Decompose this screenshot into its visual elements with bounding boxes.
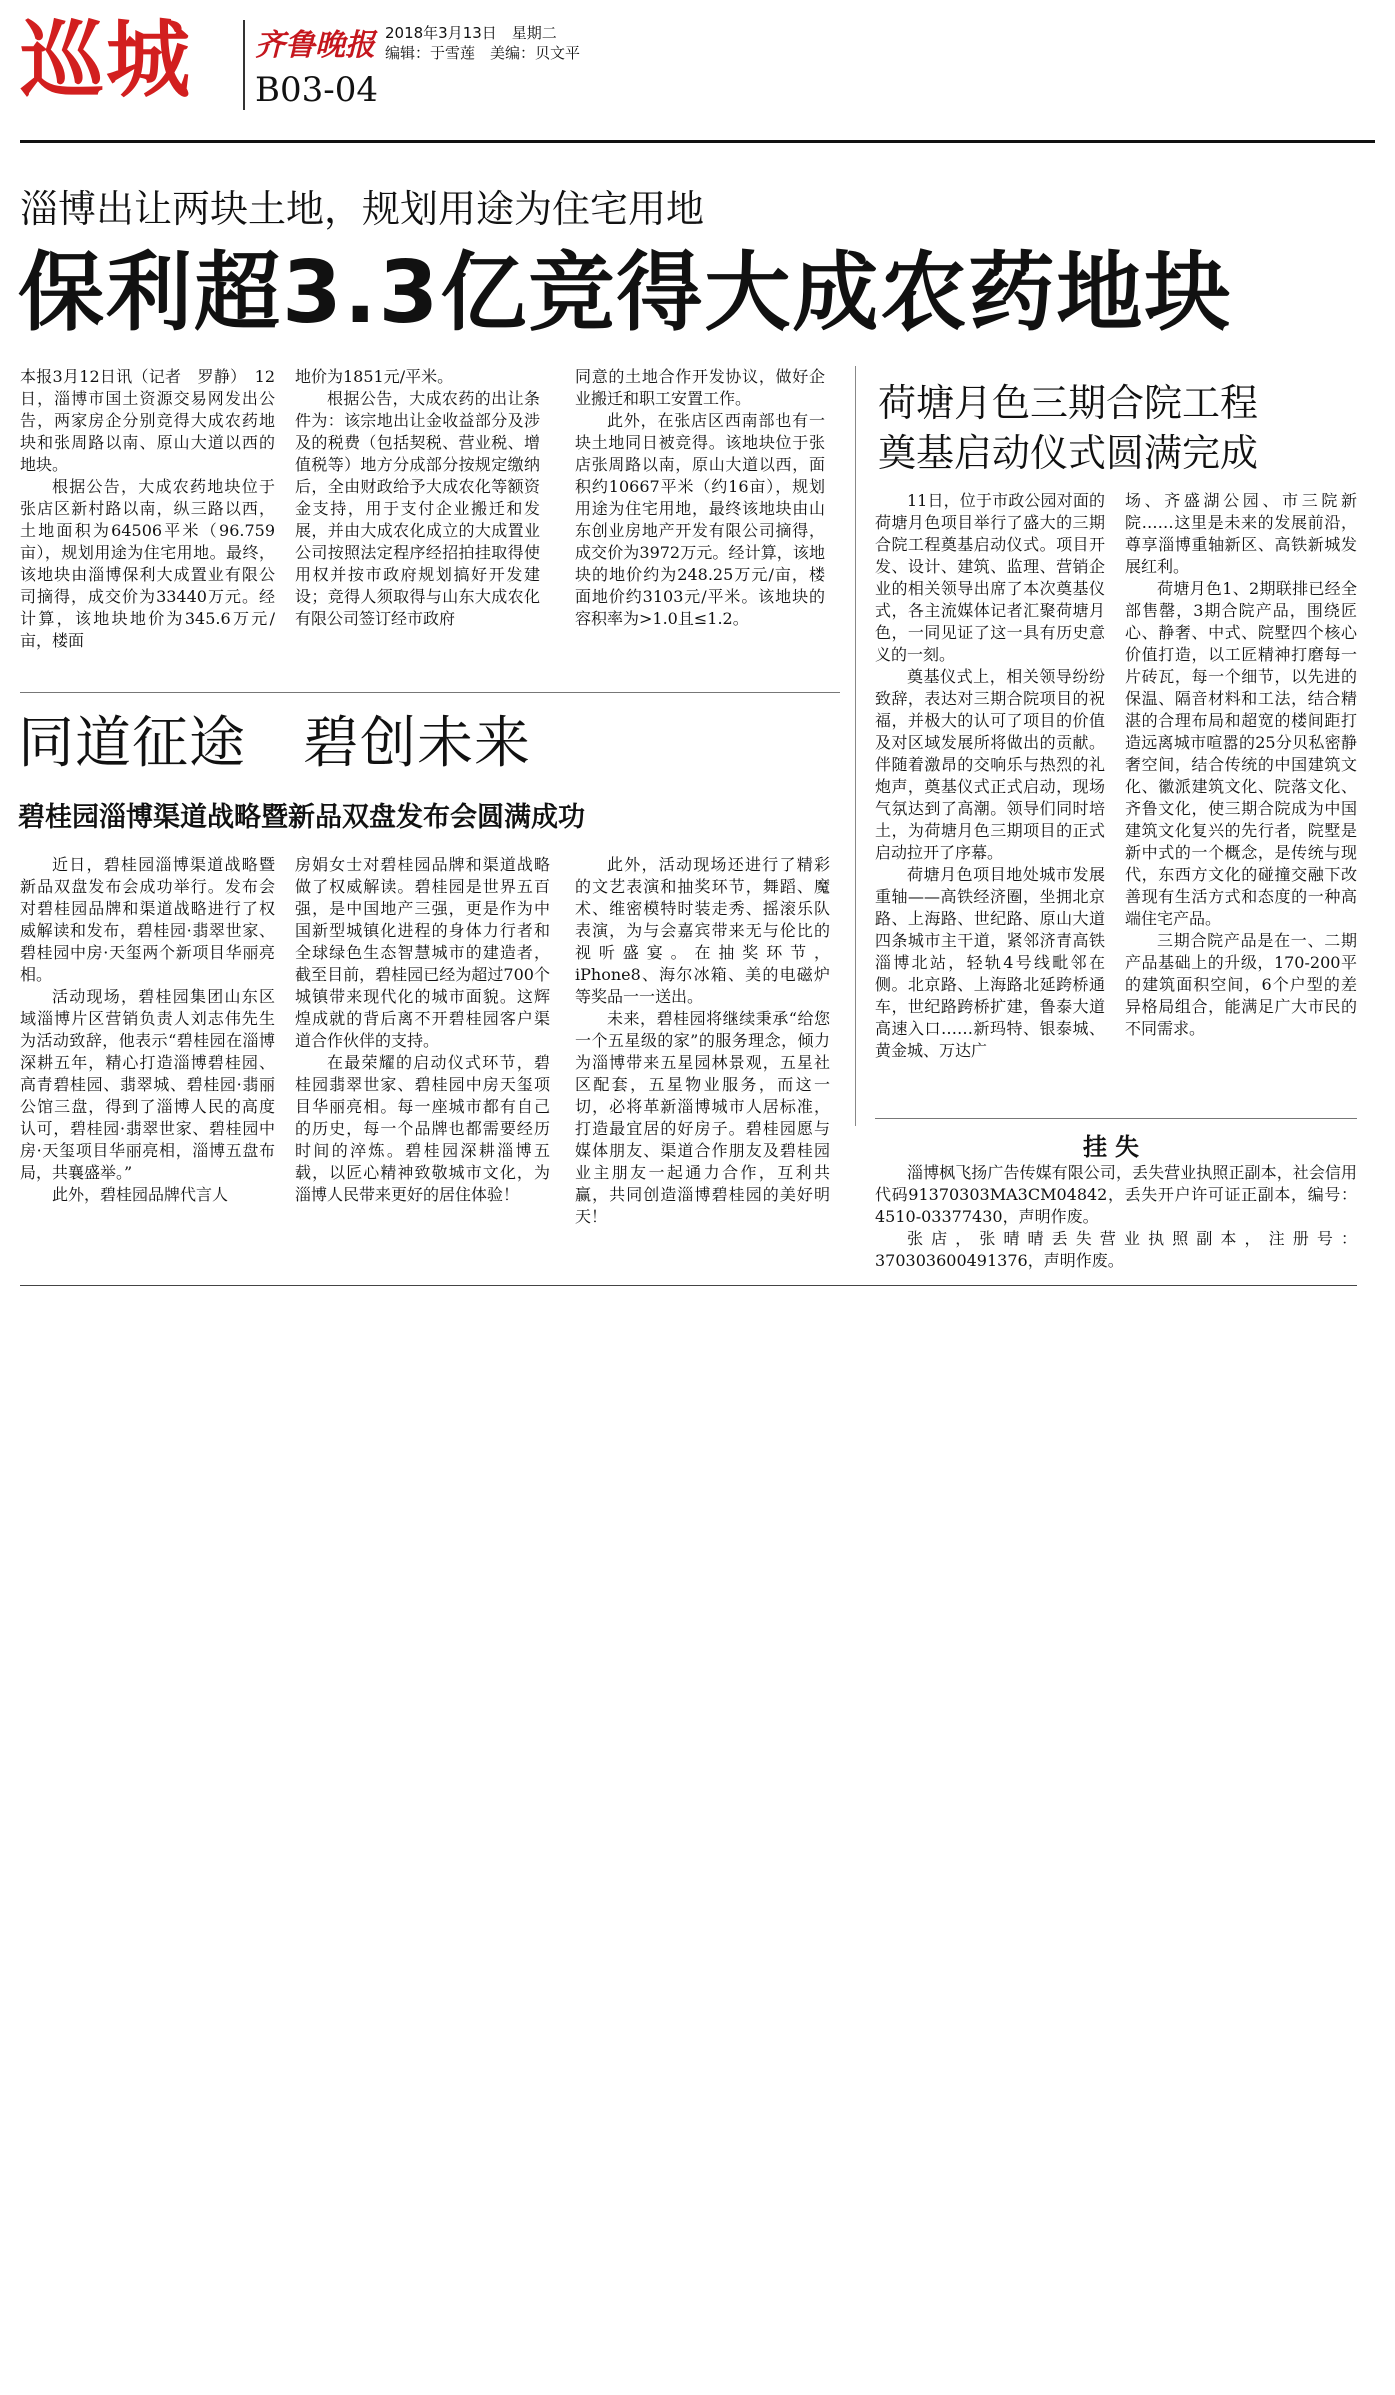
article1-kicker: 淄博出让两块土地，规划用途为住宅用地 — [20, 187, 705, 231]
article2-column-2 — [295, 854, 550, 1206]
page-bottom-rule — [20, 1285, 1357, 1286]
article3-column-1 — [875, 490, 1105, 1062]
article2-headline: 同道征途 碧创未来 — [18, 711, 531, 776]
article1-paragraph: 地价为1851元/平米。 — [295, 367, 454, 386]
page-number: B03-04 — [255, 70, 379, 110]
article1-paragraph: 根据公告，大成农药的出让条件为：该宗地出让金收益部分及涉及的税费（包括契税、营业税、增值税等）地方分成部分按规定缴纳后，全由财政给予大成农化等额资金支持，用于支付企业搬迁和发展，并由大成农化成立的大成置业公司按照法定程序经招拍挂取得使用权并按市政府规划搞好开发建设；竞得人须取得与山东大成农化有限公司签订经市政府 — [295, 389, 540, 628]
article3-paragraph: 奠基仪式上，相关领导纷纷致辞，表达对三期合院项目的祝福，并极大的认可了项目的价值及对区域发展所将做出的贡献。伴随着激昂的交响乐与热烈的礼炮声，奠基仪式正式启动，现场气氛达到了高潮。领导们同时培土，为荷塘月色三期项目的正式启动拉开了序幕。 — [875, 667, 1105, 862]
issue-date: 2018年3月13日 星期二 — [385, 24, 557, 42]
article3-paragraph: 场、齐盛湖公园、市三院新院……这里是未来的发展前沿，尊享淄博重轴新区、高铁新城发展红利。 — [1125, 491, 1357, 576]
article2-subhead: 碧桂园淄博渠道战略暨新品双盘发布会圆满成功 — [18, 802, 585, 833]
article3-paragraph: 荷塘月色项目地处城市发展重轴——高铁经济圈，坐拥北京路、上海路、世纪路、原山大道四条城市主干道，紧邻济青高铁淄博北站，轻轨4号线毗邻在侧。北京路、上海路北延跨桥通车，世纪路跨桥扩建，鲁泰大道高速入口……新玛特、银泰城、黄金城、万达广 — [875, 865, 1105, 1060]
article3-headline-line1: 荷塘月色三期合院工程 — [878, 381, 1259, 425]
lost-notice-body — [875, 1162, 1357, 1272]
column-divider — [855, 366, 856, 1126]
article1-headline: 保利超3.3亿竞得大成农药地块 — [18, 243, 1233, 343]
article3-column-2 — [1125, 490, 1357, 1040]
article1-paragraph: 根据公告，大成农药地块位于张店区新村路以南，纵三路以西，土地面积为64506平米（96.759亩），规划用途为住宅用地。最终，该地块由淄博保利大成置业有限公司摘得，成交价为33440万元。经计算，该地块地价为345.6万元/亩，楼面 — [20, 477, 275, 650]
article1-column-1 — [20, 366, 275, 652]
article2-column-1 — [20, 854, 275, 1206]
article2-paragraph: 在最荣耀的启动仪式环节，碧桂园翡翠世家、碧桂园中房天玺项目华丽亮相。每一座城市都有自己的历史，每一个品牌也都需要经历时间的淬炼。碧桂园深耕淄博五载，以匠心精神致敬城市文化，为淄博人民带来更好的居住体验！ — [295, 1053, 550, 1204]
article2-paragraph: 此外，活动现场还进行了精彩的文艺表演和抽奖环节，舞蹈、魔术、维密模特时装走秀、摇滚乐队表演，为与会嘉宾带来无与伦比的视听盛宴。在抽奖环节，iPhone8、海尔冰箱、美的电磁炉等奖品一一送出。 — [575, 855, 830, 1006]
article3-paragraph: 荷塘月色1、2期联排已经全部售罄，3期合院产品，围绕匠心、静奢、中式、院墅四个核心价值打造，以工匠精神打磨每一片砖瓦，每一个细节，以先进的保温、隔音材料和工法，结合精湛的合理布局和超宽的楼间距打造远离城市喧嚣的25分贝私密静奢空间，结合传统的中国建筑文化、徽派建筑文化、院落文化、齐鲁文化，使三期合院成为中国建筑文化复兴的先行者，院墅是新中式的一个概念，是传统与现代，东西方文化的碰撞交融下改善现有生活方式和态度的一种高端住宅产品。 — [1125, 579, 1357, 928]
lost-notice-title: 挂失 — [1083, 1133, 1147, 1161]
lost-notice-item: 张店，张晴晴丢失营业执照副本，注册号：370303600491376，声明作废。 — [875, 1229, 1357, 1270]
article2-paragraph: 近日，碧桂园淄博渠道战略暨新品双盘发布会成功举行。发布会对碧桂园品牌和渠道战略进行了权威解读和发布，碧桂园·翡翠世家、碧桂园中房·天玺两个新项目华丽亮相。 — [20, 855, 275, 984]
article2-paragraph: 房娟女士对碧桂园品牌和渠道战略做了权威解读。碧桂园是世界五百强，是中国地产三强，更是作为中国新型城镇化进程的身体力行者和全球绿色生态智慧城市的建造者，截至目前，碧桂园已经为超过700个城镇带来现代化的城市面貌。这辉煌成就的背后离不开碧桂园客户渠道合作伙伴的支持。 — [295, 855, 550, 1050]
editor-credits: 编辑：于雪莲 美编：贝文平 — [385, 44, 581, 62]
article1-column-2 — [295, 366, 540, 630]
lost-notice-item: 淄博枫飞扬广告传媒有限公司，丢失营业执照正副本，社会信用代码91370303MA3CM04842，丢失开户许可证正副本，编号：4510-03377430，声明作废。 — [875, 1163, 1357, 1226]
article1-paragraph: 此外，在张店区西南部也有一块土地同日被竞得。该地块位于张店张周路以南，原山大道以西，面积约10667平米（约16亩），规划用途为住宅用地，最终该地块由山东创业房地产开发有限公司摘得，成交价为3972万元。经计算，该地块的地价约为248.25万元/亩，楼面地价约3103元/平米。该地块的容积率为>1.0且≤1.2。 — [575, 411, 825, 628]
header-rule — [20, 140, 1375, 143]
header-divider — [243, 20, 245, 110]
article1-paragraph: 本报3月12日讯（记者 罗静） 12日，淄博市国土资源交易网发出公告，两家房企分别竞得大成农药地块和张周路以南、原山大道以西的地块。 — [20, 367, 275, 474]
section-title: 巡城 — [20, 11, 193, 109]
article2-column-3 — [575, 854, 830, 1228]
article2-paragraph: 此外，碧桂园品牌代言人 — [52, 1185, 229, 1204]
article1-paragraph: 同意的土地合作开发协议，做好企业搬迁和职工安置工作。 — [575, 367, 825, 408]
lost-top-rule — [875, 1118, 1357, 1119]
article1-column-3 — [575, 366, 825, 630]
article3-headline-line2: 奠基启动仪式圆满完成 — [878, 431, 1259, 475]
article3-paragraph: 三期合院产品是在一、二期产品基础上的升级，170-200平的建筑面积空间，6个户型的差异格局组合，能满足广大市民的不同需求。 — [1125, 931, 1357, 1038]
article3-paragraph: 11日，位于市政公园对面的荷塘月色项目举行了盛大的三期合院工程奠基启动仪式。项目开发、设计、建筑、监理、营销企业的相关领导出席了本次奠基仪式，各主流媒体记者汇聚荷塘月色，一同见证了这一具有历史意义的一刻。 — [875, 491, 1105, 664]
article2-paragraph: 活动现场，碧桂园集团山东区域淄博片区营销负责人刘志伟先生为活动致辞，他表示“碧桂园在淄博深耕五年，精心打造淄博碧桂园、高青碧桂园、翡翠城、碧桂园·翡丽公馆三盘，得到了淄博人民的高度认可，碧桂园·翡翠世家、碧桂园中房·天玺项目华丽亮相，淄博五盘布局，共襄盛举。” — [20, 987, 275, 1182]
article2-paragraph: 未来，碧桂园将继续秉承“给您一个五星级的家”的服务理念，倾力为淄博带来五星园林景观，五星社区配套，五星物业服务，而这一切，必将革新淄博城市人居标准，打造最宜居的好房子。碧桂园愿与媒体朋友、渠道合作朋友及碧桂园业主朋友一起通力合作，互利共赢，共同创造淄博碧桂园的美好明天！ — [575, 1009, 830, 1226]
newspaper-logo: 齐鲁晚报 — [255, 28, 375, 63]
article1-bottom-rule — [20, 692, 840, 693]
article3-headline — [878, 378, 1258, 478]
